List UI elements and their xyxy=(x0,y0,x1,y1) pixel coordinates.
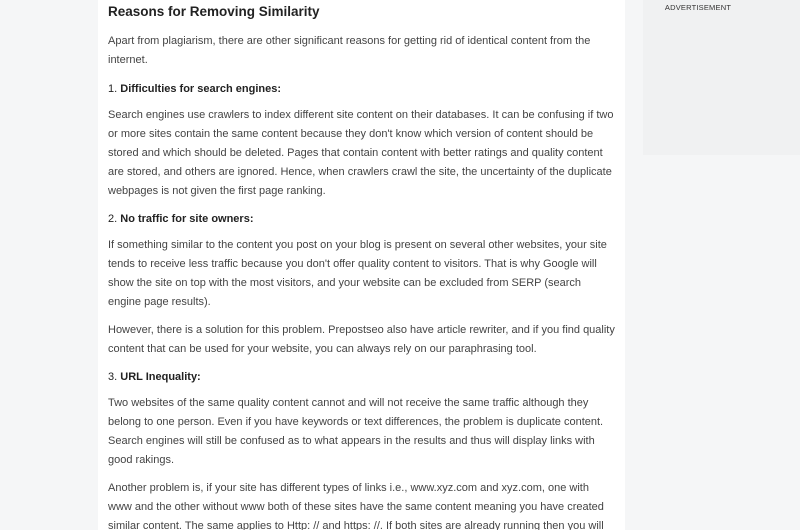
section-3-paragraph-2: Another problem is, if your site has different types of links i.e., www.xyz.com and xyz.com, one with www and the other without www both of these sites have the same content meaning you have created similar content. The same applies to Http: // and https: //. If both sites are already running then you will xyxy=(108,482,604,530)
section-3-heading xyxy=(108,368,615,387)
section-1-paragraph-1: Search engines use crawlers to index different site content on their databases. It can be confusing if two or more sites contain the same content because they don't know which version of content should be stored and which should be deleted. Pages that contain content with better ratings and quality content are stored, and others are ignored. Hence, when crawlers crawl the site, the uncertainty of the duplicate webpages is not given the first page ranking. xyxy=(108,109,614,197)
section-2-paragraph-2: However, there is a solution for this problem. Prepostseo also have article rewriter, and if you find quality content that can be used for your website, you can always rely on our paraphrasing tool. xyxy=(108,324,615,355)
section-1-title: Difficulties for search engines: xyxy=(120,83,282,95)
section-2-heading xyxy=(108,210,615,229)
section-2-title: No traffic for site owners: xyxy=(120,213,254,225)
section-3-paragraph-1: Two websites of the same quality content cannot and will not receive the same traffic although they belong to one person. Even if you have keywords or text differences, the problem is duplicate content. Search engines will still be confused as to what appears in the results and thus will display links with good rakings. xyxy=(108,397,604,466)
section-3-title: URL Inequality: xyxy=(120,371,201,383)
article-title: Reasons for Removing Similarity xyxy=(108,4,320,19)
section-1-number: 1. xyxy=(108,83,118,95)
advertisement-label: ADVERTISEMENT xyxy=(664,3,732,12)
advertisement-slot[interactable] xyxy=(643,0,800,155)
article-content xyxy=(98,0,625,530)
section-1-heading xyxy=(108,80,615,99)
section-2-paragraph-1: If something similar to the content you post on your blog is present on several other websites, your site tends to receive less traffic because you don't offer quality content to visitors. That is why Google will show the site on top with the most visitors, and your website can be excluded from SERP (search engine page results). xyxy=(108,239,607,308)
section-3-number: 3. xyxy=(108,371,118,383)
section-2-number: 2. xyxy=(108,213,118,225)
intro-paragraph: Apart from plagiarism, there are other significant reasons for getting rid of identical content from the internet. xyxy=(108,35,591,66)
